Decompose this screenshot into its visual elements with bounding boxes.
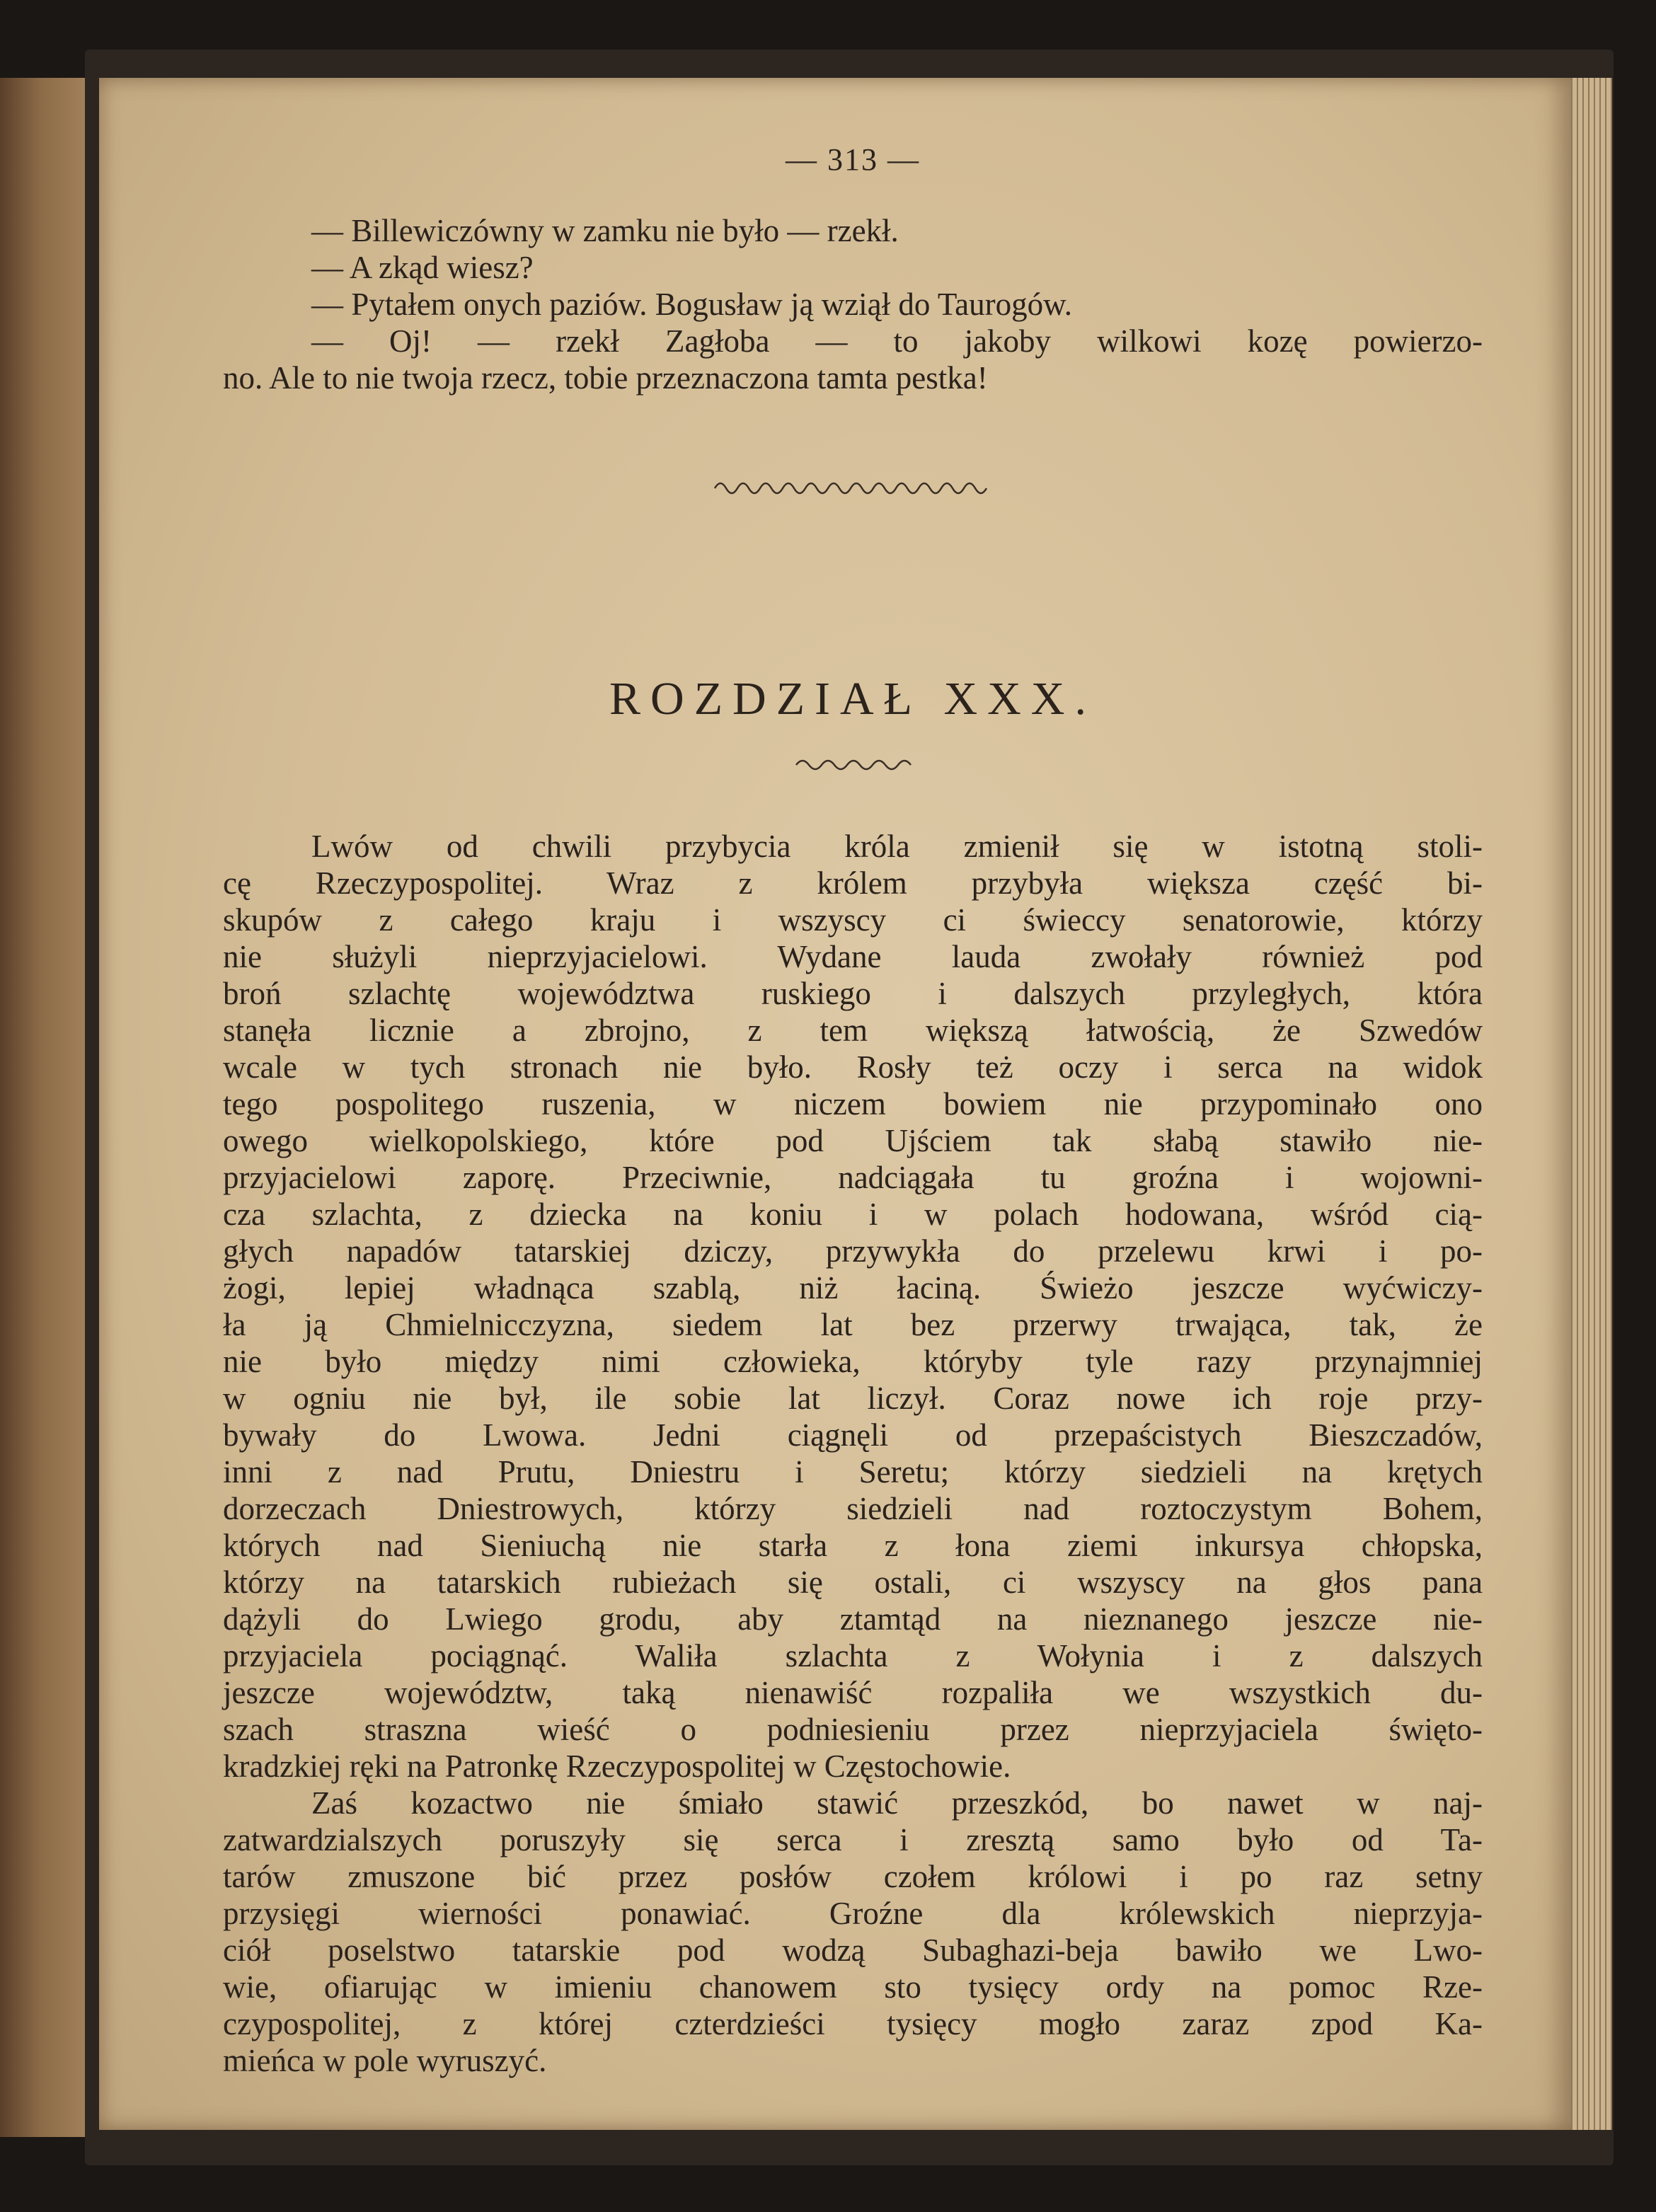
dialogue-line: no. Ale to nie twoja rzecz, tobie przeznaczona tamta pestka! bbox=[223, 360, 988, 396]
body-line: wcale w tych stronach nie było. Rosły też oczy i serca na widok bbox=[223, 1049, 1483, 1085]
dialogue-line: — Pytałem onych paziów. Bogusław ją wziął do Taurogów. bbox=[311, 287, 1072, 322]
body-line: w ogniu nie był, ile sobie lat liczył. Coraz nowe ich roje przy- bbox=[223, 1381, 1483, 1416]
body-line: skupów z całego kraju i wszyscy ci świeccy senatorowie, którzy bbox=[223, 902, 1483, 938]
body-line: zatwardzialszych poruszyły się serca i zresztą samo było od Ta- bbox=[223, 1822, 1483, 1857]
body-line: przysięgi wierności ponawiać. Groźne dla królewskich nieprzyja- bbox=[223, 1896, 1483, 1931]
body-line: nie było między nimi człowieka, któryby tyle razy przynajmniej bbox=[223, 1344, 1483, 1379]
body-line: broń szlachtę województwa ruskiego i dalszych przyległych, która bbox=[223, 976, 1483, 1011]
body-line: żogi, lepiej władnąca szablą, niż łaciną. Świeżo jeszcze wyćwiczy- bbox=[223, 1270, 1483, 1306]
body-line: nie służyli nieprzyjacielowi. Wydane lauda zwołały również pod bbox=[223, 939, 1483, 974]
body-line: których nad Sieniuchą nie starła z łona ziemi inkursya chłopska, bbox=[223, 1528, 1483, 1563]
ornament-divider-icon bbox=[223, 474, 1483, 499]
dialogue-line: — Oj! — rzekł Zagłoba — to jakoby wilkowi kozę powierzo- bbox=[311, 323, 1483, 359]
body-line: cę Rzeczypospolitej. Wraz z królem przybyła większa część bi- bbox=[223, 865, 1483, 901]
body-line: którzy na tatarskich rubieżach się ostali, ci wszyscy na głos pana bbox=[223, 1565, 1483, 1600]
body-line: dążyli do Lwiego grodu, aby ztamtąd na nieznanego jeszcze nie- bbox=[223, 1601, 1483, 1637]
body-line: owego wielkopolskiego, które pod Ujściem tak słabą stawiło nie- bbox=[223, 1123, 1483, 1158]
body-line: tego pospolitego ruszenia, w niczem bowiem nie przypominało ono bbox=[223, 1086, 1483, 1122]
body-line: stanęła licznie a zbrojno, z tem większą łatwością, że Szwedów bbox=[223, 1013, 1483, 1048]
body-line: jeszcze województw, taką nienawiść rozpaliła we wszystkich du- bbox=[223, 1675, 1483, 1710]
body-line: inni z nad Prutu, Dniestru i Seretu; którzy siedzieli na krętych bbox=[223, 1454, 1483, 1490]
dialogue-line: — A zkąd wiesz? bbox=[311, 250, 534, 285]
body-line: ła ją Chmielnicczyzna, siedem lat bez przerwy trwająca, tak, że bbox=[223, 1307, 1483, 1342]
body-line: wie, ofiarując w imieniu chanowem sto tysięcy ordy na pomoc Rze- bbox=[223, 1969, 1483, 2005]
body-line: kradzkiej ręki na Patronkę Rzeczypospolitej w Częstochowie. bbox=[223, 1749, 1011, 1784]
ornament-small-icon bbox=[223, 754, 1483, 774]
body-line: mieńca w pole wyruszyć. bbox=[223, 2043, 547, 2078]
body-line: głych napadów tatarskiej dziczy, przywykła do przelewu krwi i po- bbox=[223, 1233, 1483, 1269]
body-line: ciół poselstwo tatarskie pod wodzą Subaghazi-beja bawiło we Lwo- bbox=[223, 1932, 1483, 1968]
dialogue-line: — Billewiczówny w zamku nie było — rzekł. bbox=[311, 213, 899, 248]
body-line: Zaś kozactwo nie śmiało stawić przeszkód, bo nawet w naj- bbox=[311, 1785, 1483, 1821]
page-number: — 313 — bbox=[786, 142, 920, 177]
book-page bbox=[99, 78, 1571, 2130]
body-line: tarów zmuszone bić przez posłów czołem królowi i po raz setny bbox=[223, 1859, 1483, 1894]
body-line: przyjaciela pociągnąć. Waliła szlachta z Wołynia i z dalszych bbox=[223, 1638, 1483, 1674]
chapter-title: ROZDZIAŁ XXX. bbox=[609, 673, 1096, 725]
body-line: dorzeczach Dniestrowych, którzy siedzieli nad roztoczystym Bohem, bbox=[223, 1491, 1483, 1526]
body-line: bywały do Lwowa. Jedni ciągnęli od przepaścistych Bieszczadów, bbox=[223, 1417, 1483, 1453]
body-line: czypospolitej, z której czterdzieści tysięcy mogło zaraz zpod Ka- bbox=[223, 2006, 1483, 2041]
body-line: przyjacielowi zaporę. Przeciwnie, nadciągała tu groźna i wojowni- bbox=[223, 1160, 1483, 1195]
body-line: Lwów od chwili przybycia króla zmienił się w istotną stoli- bbox=[311, 829, 1483, 864]
body-line: cza szlachta, z dziecka na koniu i w polach hodowana, wśród cią- bbox=[223, 1197, 1483, 1232]
body-line: szach straszna wieść o podniesieniu przez nieprzyjaciela święto- bbox=[223, 1712, 1483, 1747]
facing-page-edge bbox=[0, 78, 99, 2137]
